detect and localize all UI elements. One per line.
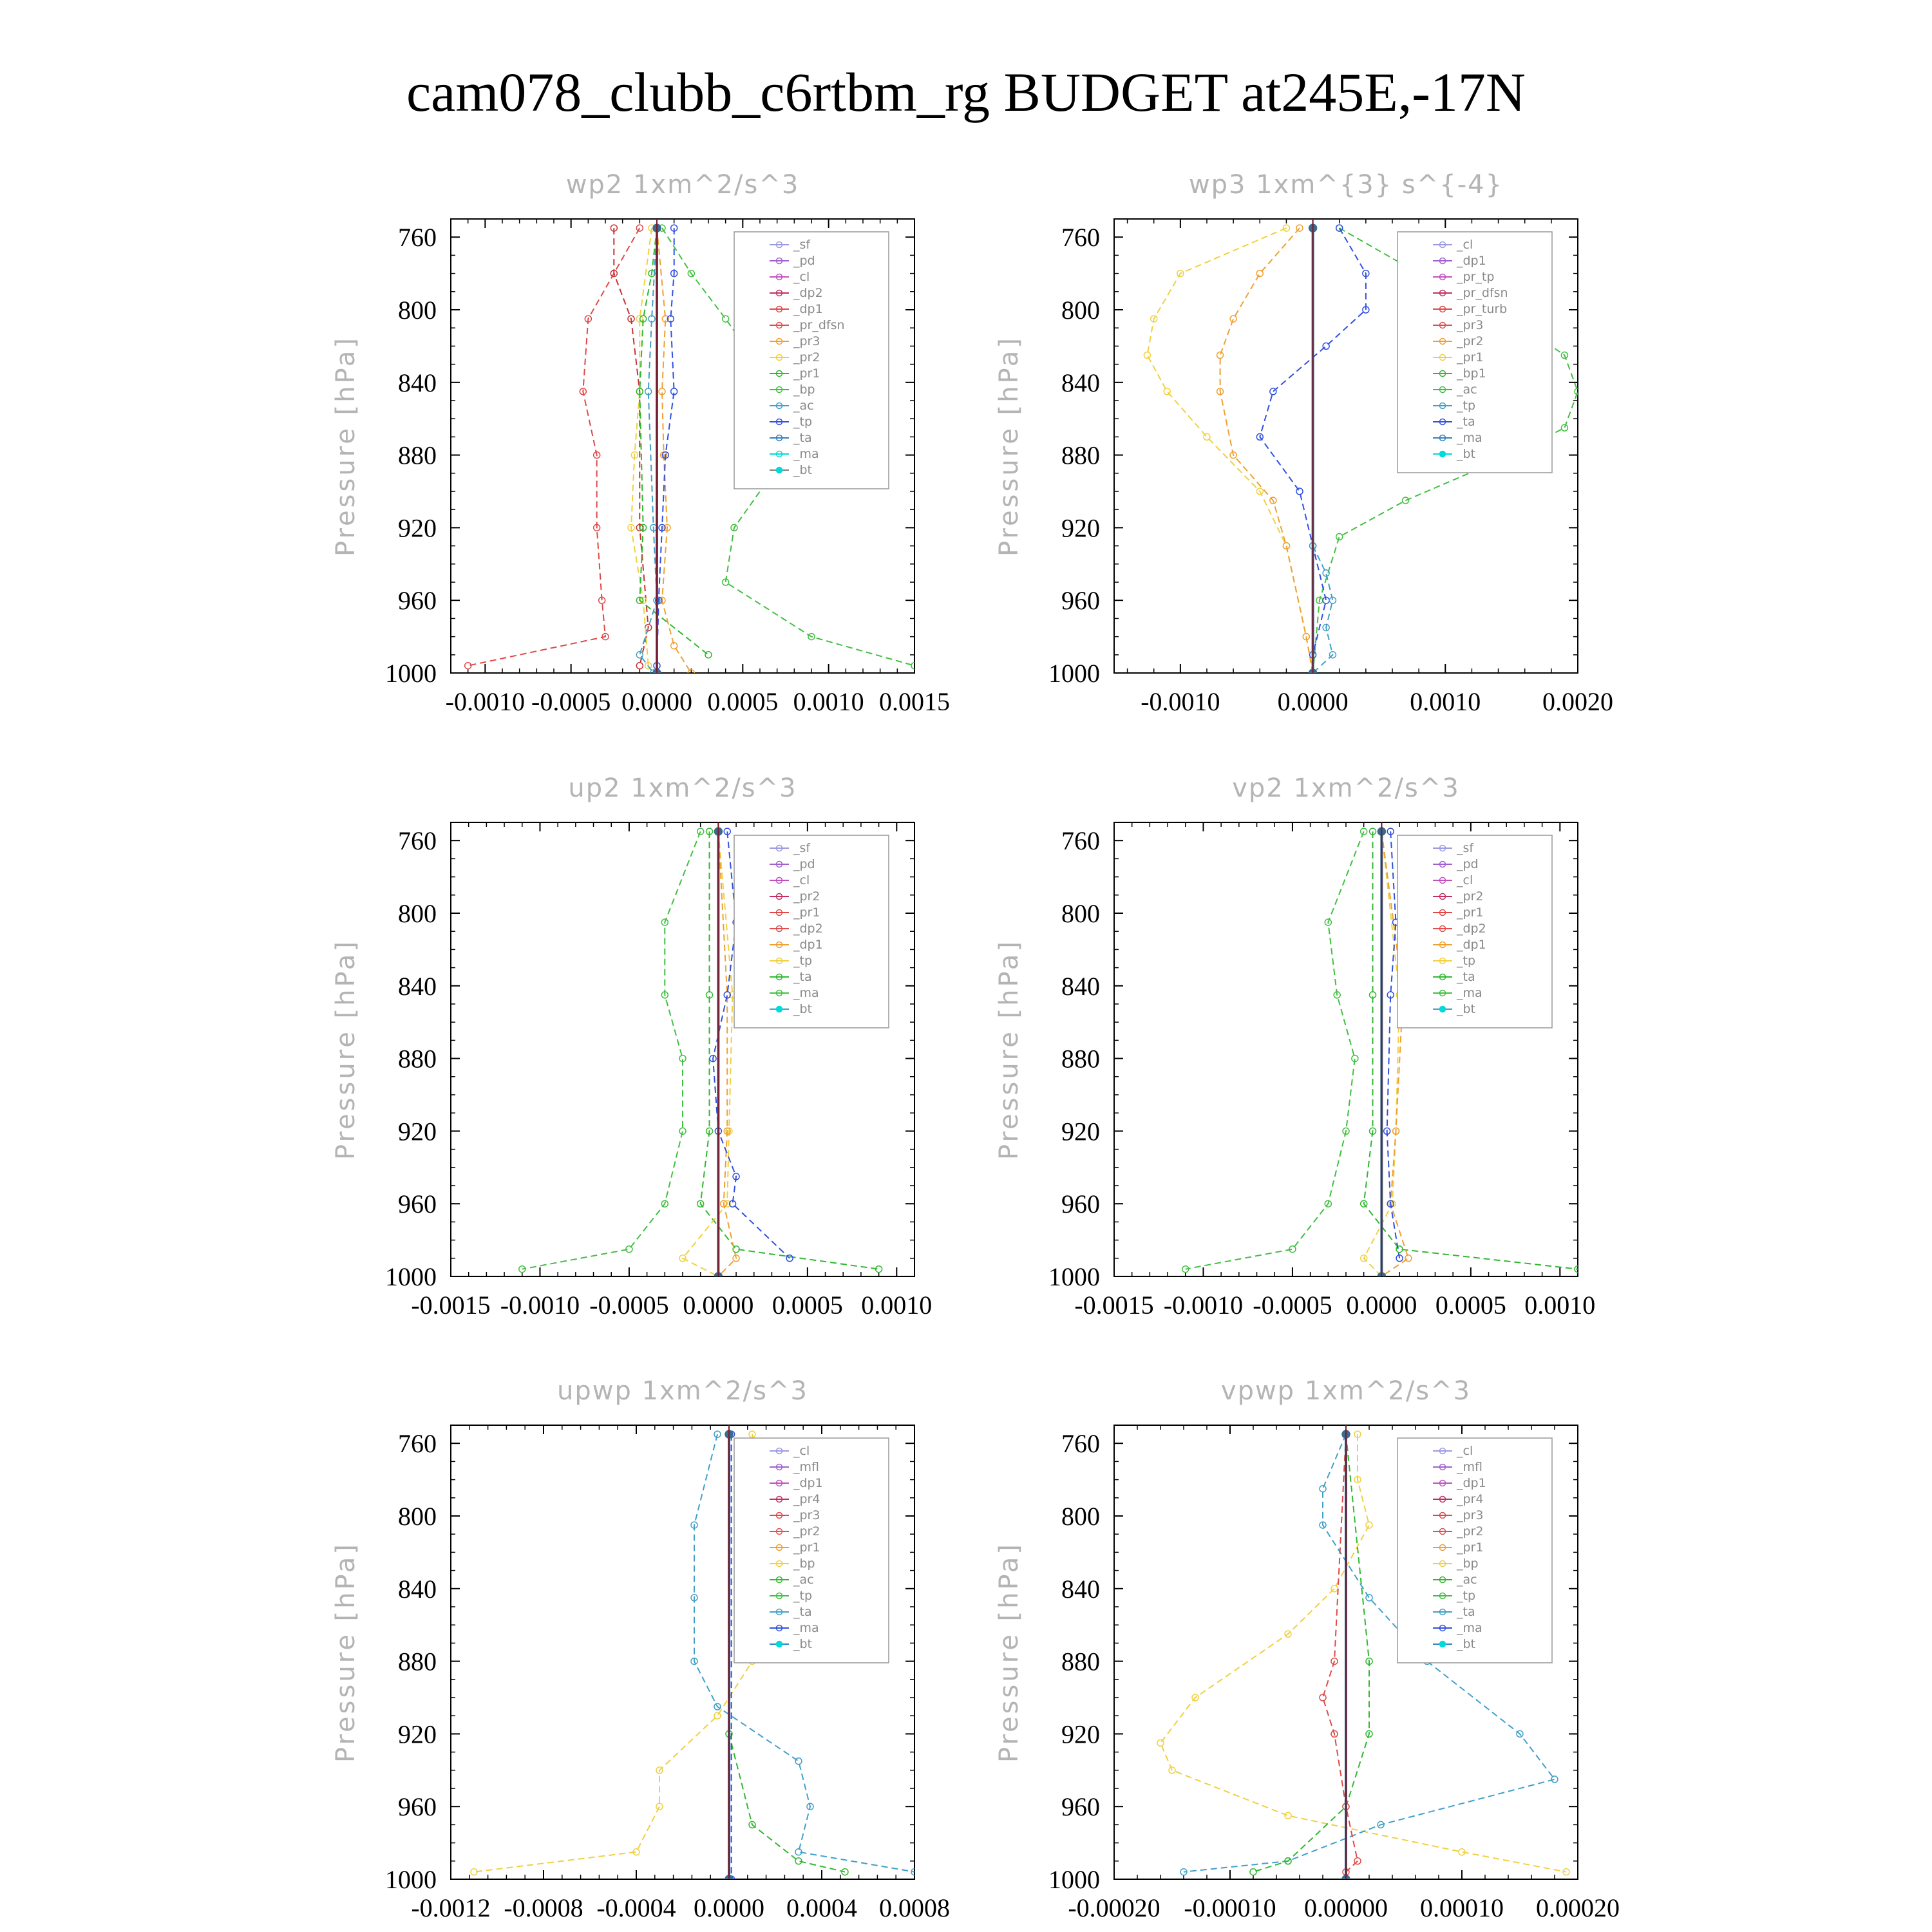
x-tick-label: 0.0010 xyxy=(861,1291,933,1320)
y-tick-label: 880 xyxy=(1061,440,1100,470)
data-point xyxy=(1336,534,1343,540)
legend-entry: _pr1 xyxy=(1457,905,1484,920)
legend-marker xyxy=(1440,1007,1446,1012)
data-point xyxy=(636,652,643,658)
legend-entry: _pd xyxy=(793,254,815,268)
legend-entry: _ma xyxy=(793,1621,819,1635)
data-point xyxy=(1157,1740,1164,1747)
y-tick-label: 760 xyxy=(1061,1429,1100,1459)
x-tick-label: -0.0010 xyxy=(445,687,525,716)
legend-entry: _tp xyxy=(793,1589,813,1603)
x-tick-label: 0.00000 xyxy=(1304,1893,1388,1922)
figure-title: cam078_clubb_c6rtbm_rg BUDGET at245E,-17N xyxy=(406,61,1526,123)
legend-entry: _pr1 xyxy=(1457,1540,1484,1555)
y-tick-label: 840 xyxy=(398,971,437,1001)
legend-entry: _pr3 xyxy=(793,1508,820,1522)
x-tick-label: 0.00010 xyxy=(1420,1893,1504,1922)
x-tick-label: -0.0010 xyxy=(500,1291,580,1320)
data-point xyxy=(1296,488,1303,495)
legend-entry: _pr4 xyxy=(1457,1492,1484,1506)
data-point xyxy=(1561,424,1567,431)
y-tick-label: 1000 xyxy=(1048,1865,1100,1894)
x-tick-label: 0.0000 xyxy=(1346,1291,1417,1320)
legend-entry: _dp1 xyxy=(793,1476,823,1490)
y-tick-label: 760 xyxy=(398,1429,437,1459)
legend-entry: _cl xyxy=(793,1444,810,1458)
legend-entry: _pr1 xyxy=(793,905,820,920)
legend-entry: _pr2 xyxy=(793,350,820,365)
y-tick-label: 800 xyxy=(1061,899,1100,928)
x-tick-label: 0.0005 xyxy=(1435,1291,1506,1320)
y-tick-label: 760 xyxy=(1061,826,1100,856)
y-tick-label: 920 xyxy=(1061,1117,1100,1146)
legend-entry: _cl xyxy=(793,270,810,284)
y-tick-label: 840 xyxy=(398,368,437,397)
panel-title: up2 1xm^2/s^3 xyxy=(568,773,797,803)
data-point xyxy=(1217,352,1224,359)
y-tick-label: 960 xyxy=(398,1189,437,1219)
legend-entry: _pr_dfsn xyxy=(1457,286,1508,300)
legend-entry: _bp1 xyxy=(1457,366,1486,381)
legend-entry: _pd xyxy=(1457,857,1479,871)
legend-entry: _pr2 xyxy=(793,1524,820,1539)
data-point xyxy=(1320,1486,1326,1492)
legend xyxy=(1397,232,1552,473)
series-line-bp xyxy=(639,228,708,655)
y-tick-label: 920 xyxy=(398,1117,437,1146)
x-tick-label: -0.0005 xyxy=(531,687,611,716)
y-tick-label: 1000 xyxy=(385,1865,437,1894)
legend-entry: _pr_tp xyxy=(1457,270,1495,284)
legend-entry: _bt xyxy=(1457,1637,1476,1651)
legend-entry: _dp1 xyxy=(1457,1476,1486,1490)
x-tick-label: -0.0015 xyxy=(1074,1291,1154,1320)
legend-marker xyxy=(777,468,782,473)
legend-entry: _bp xyxy=(793,383,815,397)
legend-entry: _dp1 xyxy=(1457,938,1486,952)
legend-entry: _pr3 xyxy=(1457,318,1484,332)
panel-title: upwp 1xm^2/s^3 xyxy=(557,1376,808,1406)
y-tick-label: 960 xyxy=(1061,586,1100,616)
legend-entry: _ma xyxy=(793,447,819,461)
legend-entry: _pr1 xyxy=(1457,350,1484,365)
legend xyxy=(734,1438,889,1663)
y-tick-label: 960 xyxy=(1061,1792,1100,1822)
legend-entry: _tp xyxy=(793,954,813,968)
data-point xyxy=(636,225,643,231)
legend-entry: _tp xyxy=(1457,1589,1476,1603)
data-point xyxy=(1164,388,1170,395)
data-point xyxy=(795,1758,802,1765)
x-tick-label: 0.0000 xyxy=(621,687,692,716)
legend-entry: _pr2 xyxy=(1457,1524,1484,1539)
legend-entry: _ta xyxy=(1457,1605,1475,1619)
x-tick-label: -0.0005 xyxy=(1253,1291,1332,1320)
legend-entry: _pr3 xyxy=(793,334,820,348)
data-point xyxy=(1331,1586,1338,1592)
legend xyxy=(1397,835,1552,1028)
x-tick-label: -0.0010 xyxy=(1141,687,1220,716)
legend-entry: _pd xyxy=(793,857,815,871)
data-point xyxy=(1270,388,1276,395)
legend xyxy=(734,835,889,1028)
legend-marker xyxy=(1440,451,1446,457)
series-line-dp1 xyxy=(468,228,640,666)
legend-entry: _tp xyxy=(793,415,813,429)
legend-entry: _bt xyxy=(793,463,813,477)
panel-title: wp2 1xm^2/s^3 xyxy=(565,170,800,200)
panel-5 xyxy=(994,1376,1620,1922)
legend-entry: _pr1 xyxy=(793,366,820,381)
y-tick-label: 880 xyxy=(1061,1044,1100,1074)
series-line-pr3 xyxy=(657,228,691,673)
y-tick-label: 920 xyxy=(1061,513,1100,543)
legend-entry: _ac xyxy=(1457,1573,1477,1587)
data-point xyxy=(705,652,712,658)
legend-entry: _pr2 xyxy=(1457,334,1484,348)
legend-entry: _sf xyxy=(793,238,811,252)
x-tick-label: -0.0005 xyxy=(589,1291,669,1320)
legend-entry: _ta xyxy=(793,970,812,984)
x-tick-label: 0.0005 xyxy=(707,687,779,716)
series-line-dp1 xyxy=(522,831,701,1269)
y-axis-label: Pressure [hPa] xyxy=(331,939,361,1160)
x-tick-label: -0.00020 xyxy=(1068,1893,1160,1922)
series-line-pr2 xyxy=(1220,228,1313,673)
data-point xyxy=(1230,316,1236,322)
data-point xyxy=(1204,433,1210,440)
panels-group xyxy=(331,170,1620,1922)
legend-entry: _pr3 xyxy=(1457,1508,1484,1522)
y-tick-label: 840 xyxy=(1061,971,1100,1001)
legend-marker xyxy=(1440,1642,1446,1647)
y-tick-label: 1000 xyxy=(385,659,437,688)
y-tick-label: 840 xyxy=(1061,368,1100,397)
data-point xyxy=(1366,1522,1372,1528)
legend-entry: _cl xyxy=(793,873,810,887)
x-tick-label: 0.0000 xyxy=(683,1291,754,1320)
y-tick-label: 800 xyxy=(1061,1502,1100,1531)
y-tick-label: 880 xyxy=(398,1647,437,1676)
series-line-dp1 xyxy=(1186,831,1364,1269)
legend-entry: _bt xyxy=(1457,447,1476,461)
legend-entry: _sf xyxy=(1457,841,1474,855)
panel-title: vp2 1xm^2/s^3 xyxy=(1232,773,1460,803)
data-point xyxy=(723,316,729,322)
y-tick-label: 800 xyxy=(398,899,437,928)
legend-entry: _ta xyxy=(1457,970,1475,984)
panel-0 xyxy=(331,170,950,716)
legend-entry: _bt xyxy=(793,1637,813,1651)
legend-entry: _tp xyxy=(1457,399,1476,413)
panel-1 xyxy=(994,170,1613,716)
y-axis-label: Pressure [hPa] xyxy=(994,1542,1024,1763)
data-point xyxy=(1405,1255,1412,1262)
legend-entry: _pr2 xyxy=(793,889,820,904)
y-tick-label: 880 xyxy=(1061,1647,1100,1676)
legend-entry: _ac xyxy=(793,399,814,413)
legend-entry: _ta xyxy=(793,431,812,445)
y-tick-label: 920 xyxy=(398,1719,437,1749)
legend-entry: _ma xyxy=(793,986,819,1000)
x-tick-label: 0.0010 xyxy=(1524,1291,1596,1320)
x-tick-label: -0.0015 xyxy=(411,1291,491,1320)
legend xyxy=(734,232,889,489)
y-tick-label: 760 xyxy=(398,826,437,856)
x-tick-label: 0.0000 xyxy=(694,1893,764,1922)
legend-entry: _dp2 xyxy=(1457,922,1486,936)
legend-entry: _ma xyxy=(1457,1621,1482,1635)
legend-entry: _dp1 xyxy=(1457,254,1486,268)
x-tick-label: 0.0008 xyxy=(879,1893,950,1922)
x-tick-label: 0.0005 xyxy=(772,1291,843,1320)
data-point xyxy=(714,1712,721,1719)
y-tick-label: 800 xyxy=(1061,296,1100,325)
y-tick-label: 800 xyxy=(398,1502,437,1531)
data-point xyxy=(1283,225,1289,231)
y-tick-label: 920 xyxy=(398,513,437,543)
data-point xyxy=(1285,1812,1291,1819)
x-tick-label: 0.0010 xyxy=(793,687,864,716)
y-axis-label: Pressure [hPa] xyxy=(994,939,1024,1160)
data-point xyxy=(1320,1694,1326,1701)
y-tick-label: 760 xyxy=(398,223,437,252)
panel-3 xyxy=(994,773,1595,1320)
panel-title: wp3 1xm^{3} s^{-4} xyxy=(1188,170,1504,200)
y-tick-label: 880 xyxy=(398,1044,437,1074)
x-tick-label: 0.0004 xyxy=(786,1893,857,1922)
series-line-pr1 xyxy=(683,831,733,1276)
legend-entry: _sf xyxy=(793,841,811,855)
x-tick-label: -0.0008 xyxy=(504,1893,583,1922)
legend-entry: _dp1 xyxy=(793,302,823,316)
x-tick-label: 0.0020 xyxy=(1542,687,1613,716)
y-tick-label: 1000 xyxy=(1048,1262,1100,1291)
legend-entry: _ta xyxy=(1457,415,1475,429)
data-point xyxy=(1256,270,1263,277)
panel-2 xyxy=(331,773,932,1320)
y-tick-label: 960 xyxy=(1061,1189,1100,1219)
data-point xyxy=(636,663,643,669)
legend-entry: _bt xyxy=(1457,1002,1476,1016)
legend-entry: _ma xyxy=(1457,431,1482,445)
legend-entry: _cl xyxy=(1457,873,1473,887)
y-axis-label: Pressure [hPa] xyxy=(994,336,1024,556)
legend-entry: _bp xyxy=(793,1557,815,1571)
x-tick-label: 0.0000 xyxy=(1277,687,1349,716)
legend-entry: _ta xyxy=(793,1605,812,1619)
legend-entry: _mfl xyxy=(793,1460,819,1474)
legend-entry: _bt xyxy=(793,1002,813,1016)
y-tick-label: 1000 xyxy=(385,1262,437,1291)
data-point xyxy=(656,1803,663,1810)
series-line-bp xyxy=(1253,1434,1369,1872)
panel-title: vpwp 1xm^2/s^3 xyxy=(1220,1376,1472,1406)
data-point xyxy=(1323,343,1329,349)
y-tick-label: 800 xyxy=(398,296,437,325)
y-tick-label: 1000 xyxy=(1048,659,1100,688)
y-axis-label: Pressure [hPa] xyxy=(331,1542,361,1763)
legend-entry: _ac xyxy=(793,1573,814,1587)
legend-entry: _dp2 xyxy=(793,286,823,300)
data-point xyxy=(1144,352,1150,359)
data-point xyxy=(1366,1595,1372,1601)
legend-entry: _ac xyxy=(1457,383,1477,397)
x-tick-label: -0.0004 xyxy=(596,1893,676,1922)
y-tick-label: 960 xyxy=(398,586,437,616)
legend-marker xyxy=(777,1007,782,1012)
legend-entry: _pr_dfsn xyxy=(793,318,845,332)
y-tick-label: 760 xyxy=(1061,223,1100,252)
legend-entry: _dp1 xyxy=(793,938,823,952)
legend-entry: _mfl xyxy=(1457,1460,1482,1474)
legend-entry: _cl xyxy=(1457,1444,1473,1458)
series-line-pr1 xyxy=(474,1434,771,1872)
legend-entry: _pr2 xyxy=(1457,889,1484,904)
series-line-pr1 xyxy=(1147,228,1312,673)
data-point xyxy=(1250,1869,1256,1875)
legend-marker xyxy=(777,1642,782,1647)
legend-entry: _tp xyxy=(1457,954,1476,968)
legend-entry: _ma xyxy=(1457,986,1482,1000)
x-tick-label: -0.0012 xyxy=(411,1893,491,1922)
x-tick-label: -0.0010 xyxy=(1163,1291,1244,1320)
legend-entry: _dp2 xyxy=(793,922,823,936)
x-tick-label: 0.0015 xyxy=(879,687,950,716)
panel-4 xyxy=(331,1376,950,1922)
legend xyxy=(1397,1438,1552,1663)
y-tick-label: 840 xyxy=(1061,1574,1100,1604)
legend-entry: _pr1 xyxy=(793,1540,820,1555)
y-axis-label: Pressure [hPa] xyxy=(331,336,361,556)
legend-entry: _pr4 xyxy=(793,1492,820,1506)
x-tick-label: -0.00010 xyxy=(1184,1893,1276,1922)
x-tick-label: 0.0010 xyxy=(1410,687,1481,716)
legend-entry: _cl xyxy=(1457,238,1473,252)
y-tick-label: 960 xyxy=(398,1792,437,1822)
y-tick-label: 840 xyxy=(398,1574,437,1604)
y-tick-label: 920 xyxy=(1061,1719,1100,1749)
x-tick-label: 0.00020 xyxy=(1536,1893,1620,1922)
legend-entry: _bp xyxy=(1457,1557,1479,1571)
legend-entry: _pr_turb xyxy=(1457,302,1508,316)
y-tick-label: 880 xyxy=(398,440,437,470)
